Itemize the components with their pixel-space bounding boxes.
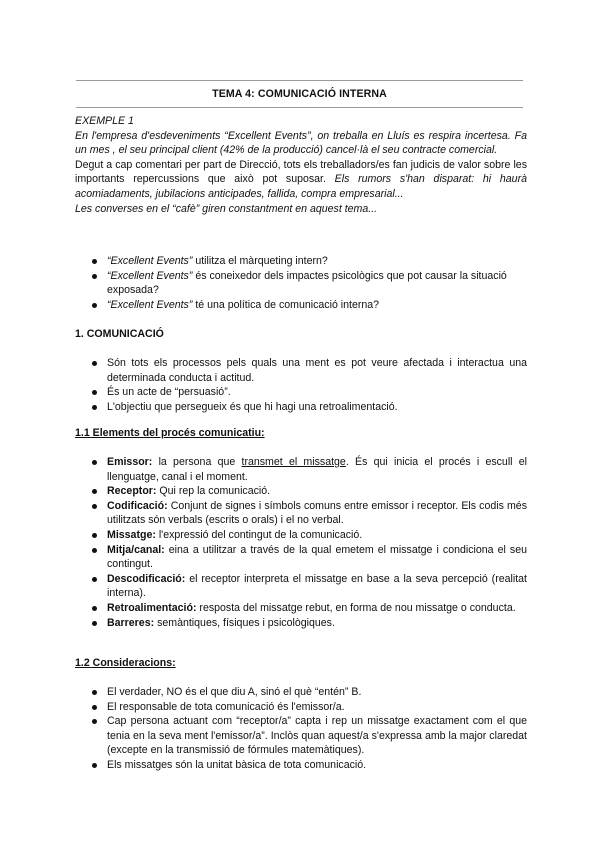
list-item [90,455,527,484]
list-item: És un acte de “persuasió”. [90,385,527,400]
list-item [90,572,527,601]
item-text: eina a utilitzar a través de la qual emetem el missatge i condiciona el seu contingut. [107,543,527,571]
title-rule [76,107,523,108]
quoted-company: “Excellent Events” [107,269,193,282]
item-text: resposta del missatge rebut, en forma de nou missatge o conducta. [196,601,516,614]
list-item: Cap persona actuant com “receptor/a” capta i rep un missatge exactament com el que tenia en la seva ment l'emissor/a”. Inclòs quan aquest/a s'expressa amb la major claredat (excepte en la transmissió de fórmules matemàtiques). [90,714,527,758]
list-item [90,528,527,543]
item-text: Qui rep la comunicació. [156,485,271,498]
item-text: el receptor interpreta el missatge en base a la seva percepció (realitat interna). [107,572,527,600]
item-term: Codificació: [107,499,168,512]
item-text: l'expressió del contingut de la comunicació. [155,528,363,541]
quoted-company: “Excellent Events” [107,298,193,311]
list-item [90,298,527,313]
item-term: Barreres: [107,616,155,629]
item-text: semàntiques, físiques i psicològiques. [154,616,335,629]
list-item [90,269,527,298]
example-paragraph-2-normal: Degut a cap comentari per part de Direcció, tots els treballadors/es fan judicis de valor sobre les importants repercussions que això pot suposar. [75,158,527,186]
list-item: Els missatges són la unitat bàsica de tota comunicació. [90,758,527,773]
item-term: Descodificació: [107,572,186,585]
quoted-company: “Excellent Events” [107,255,193,267]
example-block [75,114,527,216]
section-1-2-heading: 1.2 Consideracions: [75,657,176,669]
list-item: L'objectiu que persegueix és que hi hagi una retroalimentació. [90,400,527,415]
list-item [90,499,527,528]
section-1-1-heading: 1.1 Elements del procés comunicatiu: [75,427,265,439]
item-term: Retroalimentació: [107,601,197,614]
item-text: la persona que [152,456,242,468]
elements-list [90,455,527,630]
questions-list [90,254,527,312]
example-paragraph-3: Les converses en el “cafè” giren constantment en aquest tema... [75,202,378,215]
example-label: EXEMPLE 1 [75,115,134,127]
top-rule [76,80,523,81]
item-term: Receptor: [107,485,157,498]
list-item [90,254,527,269]
question-text: té una política de comunicació interna? [192,298,380,311]
list-item [90,543,527,572]
example-paragraph-2 [75,158,527,202]
item-underlined-text: transmet el missatge [241,456,346,468]
list-item [90,484,527,499]
section-1-list [90,356,527,414]
item-text: . És qui inicia el procés i escull el llenguatge, canal i el moment. [107,456,528,483]
page-title: TEMA 4: COMUNICACIÓ INTERNA [212,88,387,100]
item-text: Conjunt de signes i símbols comuns entre emissor i receptor. Els codis més utilitzats són verbals (escrits o orals) i el no verbal. [107,499,527,527]
section-1-heading: 1. COMUNICACIÓ [75,328,164,340]
item-term: Missatge: [107,528,156,541]
list-item [90,601,527,616]
item-term: Mitja/canal: [107,543,165,556]
question-text: és coneixedor dels impactes psicològics que pot causar la situació exposada? [107,269,507,297]
question-text: utilitza el màrqueting intern? [192,255,328,267]
example-paragraph-2-italic: Els rumors s'han disparat: hi haurà acomiadaments, jubilacions anticipades, fallida, compra empresarial... [75,173,527,200]
item-term: Emissor: [107,456,153,468]
considerations-list [90,685,527,773]
list-item [90,616,527,631]
list-item: El verdader, NO és el que diu A, sinó el què “entén” B. [90,685,527,700]
example-paragraph-1: En l'empresa d'esdeveniments “Excellent Events”, on treballa en Lluís es respira incertesa. Fa un mes , el seu principal client (42% de la producció) cancel·là el seu contracte comercial. [75,129,527,157]
list-item: Són tots els processos pels quals una ment es pot veure afectada i interactua una determinada conducta i actitud. [90,356,527,385]
list-item: El responsable de tota comunicació és l'emissor/a. [90,700,527,715]
